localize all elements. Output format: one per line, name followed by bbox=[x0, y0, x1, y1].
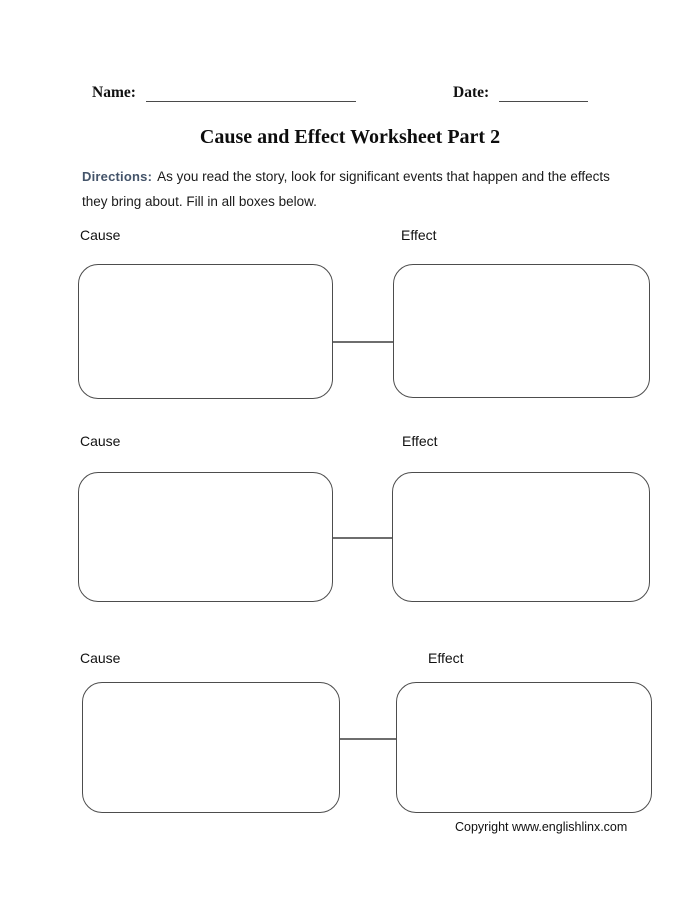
connector-line-2 bbox=[333, 537, 392, 539]
cause-box-3[interactable] bbox=[82, 682, 340, 813]
cause-label-1: Cause bbox=[80, 227, 121, 243]
effect-label-3: Effect bbox=[428, 650, 464, 666]
effect-box-3[interactable] bbox=[396, 682, 652, 813]
worksheet-title: Cause and Effect Worksheet Part 2 bbox=[199, 126, 501, 148]
directions-paragraph bbox=[82, 164, 630, 214]
connector-line-1 bbox=[333, 341, 393, 343]
cause-label-2: Cause bbox=[80, 433, 121, 449]
name-input-line[interactable] bbox=[146, 85, 356, 102]
effect-box-1[interactable] bbox=[393, 264, 650, 398]
cause-box-2[interactable] bbox=[78, 472, 333, 602]
cause-box-1[interactable] bbox=[78, 264, 333, 399]
directions-label: Directions: bbox=[82, 169, 153, 184]
effect-label-1: Effect bbox=[401, 227, 437, 243]
date-label: Date: bbox=[453, 84, 490, 101]
effect-box-2[interactable] bbox=[392, 472, 650, 602]
cause-label-3: Cause bbox=[80, 650, 121, 666]
effect-label-2: Effect bbox=[402, 433, 438, 449]
connector-line-3 bbox=[340, 738, 396, 740]
date-input-line[interactable] bbox=[499, 85, 588, 102]
copyright-text: Copyright www.englishlinx.com bbox=[455, 820, 628, 834]
name-label: Name: bbox=[92, 84, 136, 101]
directions-text: As you read the story, look for significant events that happen and the effects they bring about. Fill in all boxes below. bbox=[82, 169, 610, 209]
